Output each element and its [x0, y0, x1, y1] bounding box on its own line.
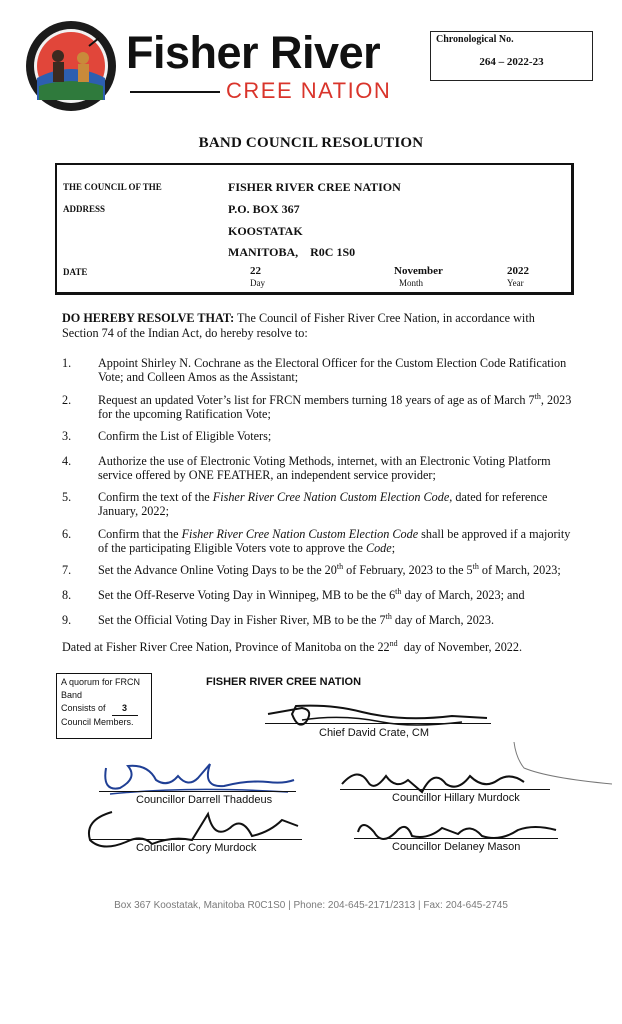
quorum-count: 3: [112, 702, 138, 716]
brand-subtitle: CREE NATION: [226, 78, 392, 103]
item-number: 6.: [62, 527, 72, 541]
chronological-value: 264 – 2022-23: [479, 56, 544, 68]
date-year: 2022: [507, 265, 529, 277]
item-text-part: , 2023 for the upcoming Ratification Vote;: [98, 393, 572, 422]
chief-signature-line: [265, 723, 491, 724]
resolution-item: [98, 527, 578, 555]
item-superscript: th: [395, 586, 402, 596]
document-title: BAND COUNCIL RESOLUTION: [198, 135, 424, 151]
resolution-item: [98, 563, 578, 577]
councillor-signature-line: [340, 789, 550, 790]
councillor-name: Councillor Cory Murdock: [136, 842, 257, 854]
item-text-part: Confirm that the: [98, 527, 182, 541]
item-number: 1.: [62, 356, 72, 370]
seal-logo-icon: [25, 20, 117, 112]
resolve-paragraph: [62, 311, 562, 340]
resolution-item: [98, 393, 578, 421]
councillor-name: Councillor Darrell Thaddeus: [136, 794, 273, 806]
item-text-part: shall be approved if a majority of the participating Eligible Voters vote to approve the: [98, 527, 571, 556]
item-text-part: of March, 2023;: [478, 563, 561, 577]
brand-name: Fisher River: [126, 27, 381, 78]
quorum-line: Band: [61, 690, 83, 700]
quorum-box: [56, 673, 152, 739]
item-number: 5.: [62, 490, 72, 504]
resolve-text: The Council of Fisher River Cree Nation, in accordance with Section 74 of the Indian Act, do hereby resolve to:: [62, 311, 535, 340]
item-number: 4.: [62, 454, 72, 468]
resolution-item: Authorize the use of Electronic Voting Methods, internet, with an Electronic Voting Platform service offered by ONE FEATHER, an independent service provider;: [98, 454, 551, 483]
item-superscript: th: [534, 391, 541, 401]
item-text-part: of February, 2023 to the 5: [343, 563, 473, 577]
item-text-part: Request an updated Voter’s list for FRCN members turning 18 years of age as of March 7: [98, 393, 535, 407]
resolve-lead: DO HEREBY RESOLVE THAT:: [62, 311, 235, 325]
item-text-part: day of March, 2023; and: [401, 588, 525, 602]
item-text-part: day of March, 2023.: [391, 613, 495, 627]
quorum-line: A quorum for FRCN: [61, 677, 141, 687]
council-info-box: [55, 163, 574, 295]
date-year-label: Year: [507, 278, 524, 288]
brand-rule: [130, 91, 220, 93]
item-superscript: th: [336, 561, 344, 571]
dated-text-part: day of November, 2022.: [397, 640, 523, 654]
date-day-label: Day: [250, 278, 265, 288]
resolution-item: [98, 613, 578, 627]
address-line-3: MANITOBA, R0C 1S0: [228, 245, 356, 259]
item-superscript: th: [385, 611, 392, 621]
item-number: 2.: [62, 393, 72, 407]
item-text-part: ;: [391, 541, 396, 556]
item-italic-part: Fisher River Cree Nation Custom Election Code: [181, 527, 419, 541]
item-text-part: Set the Official Voting Day in Fisher River, MB to be the 7: [98, 613, 386, 627]
date-label: DATE: [63, 267, 88, 277]
item-number: 8.: [62, 588, 72, 602]
dated-superscript: nd: [389, 638, 398, 648]
dated-statement: [62, 640, 522, 655]
item-italic-part: Code: [365, 541, 392, 556]
item-text-part: Set the Advance Online Voting Days to be the 20: [98, 563, 337, 577]
resolution-item: [98, 588, 578, 602]
resolution-item: Confirm the List of Eligible Voters;: [98, 429, 272, 443]
council-label: THE COUNCIL OF THE: [63, 182, 162, 192]
address-label: ADDRESS: [63, 204, 106, 214]
chronological-label: Chronological No.: [436, 34, 514, 45]
item-number: 9.: [62, 613, 72, 627]
councillor-signature-line: [90, 839, 302, 840]
date-month: November: [394, 265, 443, 277]
item-italic-part: Fisher River Cree Nation Custom Election Code,: [212, 490, 453, 504]
item-number: 7.: [62, 563, 72, 577]
councillor-signature-line: [99, 791, 296, 792]
item-superscript: th: [472, 561, 479, 571]
councillor-signature-line: [354, 838, 558, 839]
date-day: 22: [250, 265, 261, 277]
resolution-item: Appoint Shirley N. Cochrane as the Electoral Officer for the Custom Election Code Ratification Vote; and Colleen Amos as the Assistant;: [98, 356, 567, 385]
item-text-part: dated for reference January, 2022;: [98, 490, 548, 519]
quorum-line: [61, 702, 147, 716]
item-number: 3.: [62, 429, 72, 443]
quorum-text: Consists of: [61, 703, 106, 713]
quorum-line: Council Members.: [61, 717, 134, 727]
chief-name: Chief David Crate, CM: [319, 727, 430, 739]
date-month-label: Month: [399, 278, 424, 288]
address-line-1: P.O. BOX 367: [228, 202, 300, 216]
signature-org-name: FISHER RIVER CREE NATION: [206, 676, 362, 688]
item-text-part: Confirm the text of the: [98, 490, 213, 504]
councillor-name: Councillor Delaney Mason: [392, 841, 521, 853]
resolution-item: [98, 490, 578, 518]
footer-contact: Box 367 Koostatak, Manitoba R0C1S0 | Phone: 204-645-2171/2313 | Fax: 204-645-2745: [114, 900, 508, 911]
address-line-2: KOOSTATAK: [228, 224, 303, 238]
dated-text-part: Dated at Fisher River Cree Nation, Province of Manitoba on the 22: [62, 640, 390, 654]
councillor-name: Councillor Hillary Murdock: [392, 792, 520, 804]
council-name: FISHER RIVER CREE NATION: [228, 180, 401, 194]
chronological-box: [430, 31, 593, 81]
item-text-part: Set the Off-Reserve Voting Day in Winnipeg, MB to be the 6: [98, 588, 396, 602]
